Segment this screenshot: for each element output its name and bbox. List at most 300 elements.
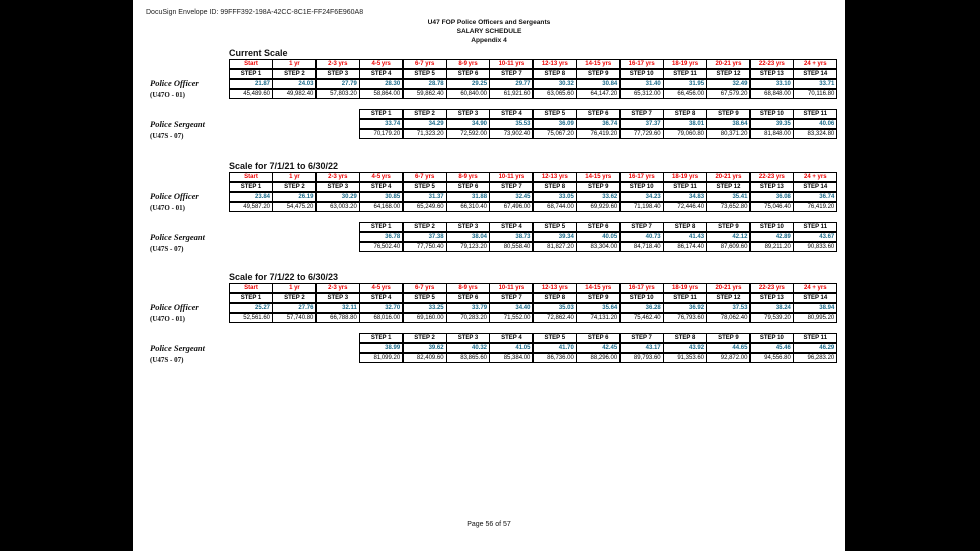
annual-salary-cell: 91,353.60: [663, 353, 707, 363]
hourly-rate-cell: 33.62: [576, 192, 620, 202]
annual-salary-cell: 71,552.00: [489, 313, 533, 323]
annual-salary-cell: 79,539.20: [750, 313, 794, 323]
hourly-rate-cell: 34.23: [620, 192, 664, 202]
hourly-rate-cell: 42.12: [706, 232, 750, 242]
step-cell: STEP 9: [706, 333, 750, 343]
years-cell: 14-15 yrs: [576, 283, 620, 293]
years-cell: 14-15 yrs: [576, 59, 620, 69]
annual-salary-cell: 64,147.20: [576, 89, 620, 99]
annual-salary-cell: 90,833.60: [793, 242, 837, 252]
document-page: [133, 0, 845, 551]
annual-salary-cell: 72,446.40: [663, 202, 707, 212]
step-cell: STEP 9: [706, 222, 750, 232]
hourly-rate-cell: 37.38: [403, 232, 447, 242]
doc-title: U47 FOP Police Officers and Sergeants: [427, 19, 551, 26]
step-cell: STEP 3: [316, 182, 360, 192]
sergeant-label: Police Sergeant: [150, 119, 206, 129]
annual-salary-cell: 77,729.60: [620, 129, 664, 139]
annual-salary-cell: 58,864.00: [359, 89, 403, 99]
officer-code: (U47O - 01): [150, 204, 185, 212]
hourly-rate-cell: 33.10: [750, 79, 794, 89]
annual-salary-cell: 52,561.60: [229, 313, 273, 323]
annual-salary-cell: 68,016.00: [359, 313, 403, 323]
years-cell: 10-11 yrs: [489, 172, 533, 182]
hourly-rate-cell: 35.41: [706, 192, 750, 202]
step-cell: STEP 4: [359, 182, 403, 192]
hourly-rate-cell: 35.03: [533, 303, 577, 313]
step-cell: STEP 10: [750, 333, 794, 343]
step-cell: STEP 7: [489, 182, 533, 192]
years-cell: 6-7 yrs: [403, 172, 447, 182]
hourly-rate-cell: 36.08: [750, 192, 794, 202]
years-cell: 1 yr: [272, 59, 316, 69]
step-cell: STEP 12: [706, 69, 750, 79]
annual-salary-cell: 81,099.20: [359, 353, 403, 363]
step-cell: STEP 4: [359, 293, 403, 303]
annual-salary-cell: 49,587.20: [229, 202, 273, 212]
hourly-rate-cell: 28.78: [403, 79, 447, 89]
years-cell: 12-13 yrs: [533, 59, 577, 69]
hourly-rate-cell: 35.64: [576, 303, 620, 313]
years-cell: 10-11 yrs: [489, 283, 533, 293]
officer-rates-row: [229, 303, 837, 313]
hourly-rate-cell: 46.29: [793, 343, 837, 353]
hourly-rate-cell: 42.89: [750, 232, 794, 242]
step-cell: STEP 14: [793, 182, 837, 192]
step-cell: STEP 5: [403, 182, 447, 192]
annual-salary-cell: 79,123.20: [446, 242, 490, 252]
annual-salary-cell: 92,872.00: [706, 353, 750, 363]
hourly-rate-cell: 32.45: [489, 192, 533, 202]
step-cell: STEP 9: [576, 182, 620, 192]
hourly-rate-cell: 36.92: [663, 303, 707, 313]
years-cell: 6-7 yrs: [403, 59, 447, 69]
annual-salary-cell: 66,456.00: [663, 89, 707, 99]
annual-salary-cell: 72,592.00: [446, 129, 490, 139]
officer-steps-row: [229, 182, 837, 192]
step-cell: STEP 6: [576, 109, 620, 119]
step-cell: STEP 12: [706, 293, 750, 303]
step-cell: STEP 9: [576, 293, 620, 303]
hourly-rate-cell: 21.87: [229, 79, 273, 89]
annual-salary-cell: 61,921.60: [489, 89, 533, 99]
hourly-rate-cell: 29.25: [446, 79, 490, 89]
hourly-rate-cell: 42.45: [576, 343, 620, 353]
sergeant-steps-row: [359, 333, 836, 343]
annual-salary-cell: 67,579.20: [706, 89, 750, 99]
hourly-rate-cell: 33.71: [793, 79, 837, 89]
officer-annual-row: [229, 202, 837, 212]
page-number: Page 56 of 57: [467, 521, 511, 528]
years-cell: 18-19 yrs: [663, 59, 707, 69]
step-cell: STEP 2: [272, 182, 316, 192]
envelope-id: DocuSign Envelope ID: 99FFF392-198A-42CC-8C1E-FF24F6E960A8: [146, 9, 364, 16]
annual-salary-cell: 73,902.40: [489, 129, 533, 139]
annual-salary-cell: 49,982.40: [272, 89, 316, 99]
years-cell: 18-19 yrs: [663, 172, 707, 182]
step-cell: STEP 10: [620, 182, 664, 192]
annual-salary-cell: 45,489.60: [229, 89, 273, 99]
step-cell: STEP 5: [533, 222, 577, 232]
years-cell: 2-3 yrs: [316, 172, 360, 182]
step-cell: STEP 2: [272, 293, 316, 303]
annual-salary-cell: 63,065.60: [533, 89, 577, 99]
annual-salary-cell: 89,793.60: [620, 353, 664, 363]
step-cell: STEP 1: [229, 69, 273, 79]
sergeant-code: (U47S - 07): [150, 356, 184, 364]
annual-salary-cell: 63,003.20: [316, 202, 360, 212]
step-cell: STEP 3: [446, 109, 490, 119]
years-cell: 18-19 yrs: [663, 283, 707, 293]
step-cell: STEP 4: [489, 333, 533, 343]
step-cell: STEP 3: [446, 222, 490, 232]
officer-label: Police Officer: [150, 78, 199, 88]
years-cell: 22-23 yrs: [750, 59, 794, 69]
annual-salary-cell: 69,160.00: [403, 313, 447, 323]
officer-label: Police Officer: [150, 302, 199, 312]
step-cell: STEP 7: [489, 293, 533, 303]
step-cell: STEP 10: [620, 69, 664, 79]
sergeant-code: (U47S - 07): [150, 132, 184, 140]
annual-salary-cell: 76,793.60: [663, 313, 707, 323]
step-cell: STEP 7: [620, 109, 664, 119]
annual-salary-cell: 89,211.20: [750, 242, 794, 252]
years-cell: 2-3 yrs: [316, 59, 360, 69]
hourly-rate-cell: 38.24: [750, 303, 794, 313]
annual-salary-cell: 68,848.00: [750, 89, 794, 99]
hourly-rate-cell: 38.73: [489, 232, 533, 242]
hourly-rate-cell: 38.64: [706, 119, 750, 129]
annual-salary-cell: 75,067.20: [533, 129, 577, 139]
step-cell: STEP 2: [272, 69, 316, 79]
years-cell: 8-9 yrs: [446, 59, 490, 69]
hourly-rate-cell: 29.77: [489, 79, 533, 89]
step-cell: STEP 6: [446, 293, 490, 303]
hourly-rate-cell: 30.84: [576, 79, 620, 89]
hourly-rate-cell: 34.83: [663, 192, 707, 202]
annual-salary-cell: 75,046.40: [750, 202, 794, 212]
hourly-rate-cell: 33.25: [403, 303, 447, 313]
step-cell: STEP 14: [793, 293, 837, 303]
hourly-rate-cell: 33.05: [533, 192, 577, 202]
step-cell: STEP 3: [316, 69, 360, 79]
annual-salary-cell: 80,558.40: [489, 242, 533, 252]
annual-salary-cell: 67,496.00: [489, 202, 533, 212]
annual-salary-cell: 57,740.80: [272, 313, 316, 323]
hourly-rate-cell: 31.37: [403, 192, 447, 202]
hourly-rate-cell: 40.32: [446, 343, 490, 353]
hourly-rate-cell: 34.29: [403, 119, 447, 129]
officer-annual-row: [229, 313, 837, 323]
officer-annual-row: [229, 89, 837, 99]
hourly-rate-cell: 40.73: [620, 232, 664, 242]
step-cell: STEP 7: [489, 69, 533, 79]
annual-salary-cell: 73,652.80: [706, 202, 750, 212]
step-cell: STEP 11: [663, 69, 707, 79]
hourly-rate-cell: 33.79: [446, 303, 490, 313]
step-cell: STEP 5: [533, 333, 577, 343]
years-cell: Start: [229, 59, 273, 69]
hourly-rate-cell: 38.99: [359, 343, 403, 353]
hourly-rate-cell: 28.30: [359, 79, 403, 89]
annual-salary-cell: 87,609.60: [706, 242, 750, 252]
hourly-rate-cell: 39.35: [750, 119, 794, 129]
hourly-rate-cell: 25.27: [229, 303, 273, 313]
section-title: Scale for 7/1/21 to 6/30/22: [229, 161, 339, 171]
years-cell: 4-5 yrs: [359, 172, 403, 182]
annual-salary-cell: 96,283.20: [793, 353, 837, 363]
hourly-rate-cell: 37.37: [620, 119, 664, 129]
years-cell: 1 yr: [272, 172, 316, 182]
sergeant-steps-row: [359, 222, 836, 232]
hourly-rate-cell: 43.17: [620, 343, 664, 353]
hourly-rate-cell: 41.05: [489, 343, 533, 353]
annual-salary-cell: 74,131.20: [576, 313, 620, 323]
step-cell: STEP 10: [750, 109, 794, 119]
annual-salary-cell: 78,062.40: [706, 313, 750, 323]
years-cell: 1 yr: [272, 283, 316, 293]
step-cell: STEP 4: [489, 222, 533, 232]
years-cell: Start: [229, 283, 273, 293]
annual-salary-cell: 86,174.40: [663, 242, 707, 252]
sergeant-annual-row: [359, 129, 836, 139]
years-cell: 8-9 yrs: [446, 283, 490, 293]
years-cell: 16-17 yrs: [620, 283, 664, 293]
step-cell: STEP 8: [663, 109, 707, 119]
annual-salary-cell: 80,371.20: [706, 129, 750, 139]
years-cell: 12-13 yrs: [533, 172, 577, 182]
hourly-rate-cell: 31.40: [620, 79, 664, 89]
step-cell: STEP 12: [706, 182, 750, 192]
step-cell: STEP 13: [750, 293, 794, 303]
hourly-rate-cell: 34.40: [489, 303, 533, 313]
hourly-rate-cell: 30.85: [359, 192, 403, 202]
step-cell: STEP 1: [229, 182, 273, 192]
step-cell: STEP 5: [403, 293, 447, 303]
step-cell: STEP 1: [359, 109, 403, 119]
sergeant-rates-row: [359, 119, 836, 129]
sergeant-label: Police Sergeant: [150, 232, 206, 242]
hourly-rate-cell: 30.29: [316, 192, 360, 202]
annual-salary-cell: 75,462.40: [620, 313, 664, 323]
step-cell: STEP 8: [533, 69, 577, 79]
annual-salary-cell: 57,803.20: [316, 89, 360, 99]
annual-salary-cell: 83,304.00: [576, 242, 620, 252]
annual-salary-cell: 79,060.80: [663, 129, 707, 139]
hourly-rate-cell: 32.70: [359, 303, 403, 313]
officer-code: (U47O - 01): [150, 315, 185, 323]
step-cell: STEP 6: [446, 182, 490, 192]
step-cell: STEP 9: [706, 109, 750, 119]
hourly-rate-cell: 35.53: [489, 119, 533, 129]
hourly-rate-cell: 36.78: [359, 232, 403, 242]
annual-salary-cell: 83,865.60: [446, 353, 490, 363]
hourly-rate-cell: 41.70: [533, 343, 577, 353]
step-cell: STEP 11: [793, 222, 837, 232]
hourly-rate-cell: 45.46: [750, 343, 794, 353]
step-cell: STEP 5: [533, 109, 577, 119]
step-cell: STEP 6: [576, 222, 620, 232]
hourly-rate-cell: 26.19: [272, 192, 316, 202]
officer-years-row: [229, 283, 837, 293]
step-cell: STEP 11: [793, 333, 837, 343]
step-cell: STEP 1: [359, 222, 403, 232]
step-cell: STEP 3: [316, 293, 360, 303]
annual-salary-cell: 64,168.00: [359, 202, 403, 212]
hourly-rate-cell: 37.53: [706, 303, 750, 313]
years-cell: 24 + yrs: [793, 59, 837, 69]
sergeant-annual-row: [359, 353, 836, 363]
annual-salary-cell: 76,419.20: [576, 129, 620, 139]
sergeant-code: (U47S - 07): [150, 245, 184, 253]
step-cell: STEP 8: [533, 293, 577, 303]
years-cell: 20-21 yrs: [706, 59, 750, 69]
years-cell: 4-5 yrs: [359, 283, 403, 293]
annual-salary-cell: 88,296.00: [576, 353, 620, 363]
annual-salary-cell: 54,475.20: [272, 202, 316, 212]
step-cell: STEP 13: [750, 182, 794, 192]
hourly-rate-cell: 27.79: [316, 79, 360, 89]
step-cell: STEP 6: [576, 333, 620, 343]
step-cell: STEP 1: [229, 293, 273, 303]
annual-salary-cell: 82,409.60: [403, 353, 447, 363]
annual-salary-cell: 83,324.80: [793, 129, 837, 139]
officer-years-row: [229, 172, 837, 182]
sergeant-label: Police Sergeant: [150, 343, 206, 353]
hourly-rate-cell: 32.49: [706, 79, 750, 89]
step-cell: STEP 6: [446, 69, 490, 79]
section-title: Current Scale: [229, 48, 288, 58]
officer-rates-row: [229, 79, 837, 89]
hourly-rate-cell: 41.43: [663, 232, 707, 242]
section-title: Scale for 7/1/22 to 6/30/23: [229, 272, 339, 282]
years-cell: 14-15 yrs: [576, 172, 620, 182]
annual-salary-cell: 76,419.20: [793, 202, 837, 212]
step-cell: STEP 5: [403, 69, 447, 79]
hourly-rate-cell: 36.28: [620, 303, 664, 313]
officer-steps-row: [229, 69, 837, 79]
hourly-rate-cell: 40.06: [793, 119, 837, 129]
hourly-rate-cell: 43.67: [793, 232, 837, 242]
annual-salary-cell: 70,116.80: [793, 89, 837, 99]
years-cell: 22-23 yrs: [750, 172, 794, 182]
years-cell: 16-17 yrs: [620, 172, 664, 182]
officer-rates-row: [229, 192, 837, 202]
step-cell: STEP 11: [663, 293, 707, 303]
hourly-rate-cell: 36.74: [576, 119, 620, 129]
hourly-rate-cell: 36.09: [533, 119, 577, 129]
annual-salary-cell: 86,736.00: [533, 353, 577, 363]
step-cell: STEP 4: [489, 109, 533, 119]
hourly-rate-cell: 43.92: [663, 343, 707, 353]
hourly-rate-cell: 23.84: [229, 192, 273, 202]
hourly-rate-cell: 31.88: [446, 192, 490, 202]
annual-salary-cell: 70,283.20: [446, 313, 490, 323]
annual-salary-cell: 81,827.20: [533, 242, 577, 252]
years-cell: 10-11 yrs: [489, 59, 533, 69]
hourly-rate-cell: 27.76: [272, 303, 316, 313]
step-cell: STEP 7: [620, 222, 664, 232]
step-cell: STEP 3: [446, 333, 490, 343]
hourly-rate-cell: 33.74: [359, 119, 403, 129]
step-cell: STEP 2: [403, 333, 447, 343]
step-cell: STEP 8: [533, 182, 577, 192]
hourly-rate-cell: 39.34: [533, 232, 577, 242]
annual-salary-cell: 70,179.20: [359, 129, 403, 139]
years-cell: 6-7 yrs: [403, 283, 447, 293]
doc-appendix: Appendix 4: [471, 37, 507, 44]
doc-subtitle: SALARY SCHEDULE: [456, 28, 522, 35]
annual-salary-cell: 59,862.40: [403, 89, 447, 99]
hourly-rate-cell: 38.04: [446, 232, 490, 242]
step-cell: STEP 11: [793, 109, 837, 119]
hourly-rate-cell: 44.65: [706, 343, 750, 353]
officer-years-row: [229, 59, 837, 69]
step-cell: STEP 8: [663, 222, 707, 232]
annual-salary-cell: 65,249.60: [403, 202, 447, 212]
sergeant-rates-row: [359, 343, 836, 353]
annual-salary-cell: 65,312.00: [620, 89, 664, 99]
step-cell: STEP 1: [359, 333, 403, 343]
years-cell: 4-5 yrs: [359, 59, 403, 69]
step-cell: STEP 7: [620, 333, 664, 343]
step-cell: STEP 14: [793, 69, 837, 79]
annual-salary-cell: 72,862.40: [533, 313, 577, 323]
hourly-rate-cell: 38.94: [793, 303, 837, 313]
step-cell: STEP 4: [359, 69, 403, 79]
hourly-rate-cell: 32.11: [316, 303, 360, 313]
annual-salary-cell: 71,323.20: [403, 129, 447, 139]
hourly-rate-cell: 30.32: [533, 79, 577, 89]
hourly-rate-cell: 34.90: [446, 119, 490, 129]
annual-salary-cell: 66,310.40: [446, 202, 490, 212]
annual-salary-cell: 60,840.00: [446, 89, 490, 99]
annual-salary-cell: 84,718.40: [620, 242, 664, 252]
annual-salary-cell: 85,384.00: [489, 353, 533, 363]
years-cell: 12-13 yrs: [533, 283, 577, 293]
step-cell: STEP 10: [750, 222, 794, 232]
annual-salary-cell: 80,995.20: [793, 313, 837, 323]
hourly-rate-cell: 24.03: [272, 79, 316, 89]
years-cell: 8-9 yrs: [446, 172, 490, 182]
annual-salary-cell: 94,556.80: [750, 353, 794, 363]
annual-salary-cell: 69,929.60: [576, 202, 620, 212]
step-cell: STEP 10: [620, 293, 664, 303]
years-cell: 24 + yrs: [793, 172, 837, 182]
hourly-rate-cell: 39.62: [403, 343, 447, 353]
hourly-rate-cell: 38.01: [663, 119, 707, 129]
officer-code: (U47O - 01): [150, 91, 185, 99]
officer-steps-row: [229, 293, 837, 303]
years-cell: 22-23 yrs: [750, 283, 794, 293]
step-cell: STEP 2: [403, 222, 447, 232]
years-cell: 16-17 yrs: [620, 59, 664, 69]
years-cell: Start: [229, 172, 273, 182]
sergeant-steps-row: [359, 109, 836, 119]
annual-salary-cell: 81,848.00: [750, 129, 794, 139]
annual-salary-cell: 68,744.00: [533, 202, 577, 212]
sergeant-annual-row: [359, 242, 836, 252]
annual-salary-cell: 71,198.40: [620, 202, 664, 212]
step-cell: STEP 11: [663, 182, 707, 192]
sergeant-rates-row: [359, 232, 836, 242]
officer-label: Police Officer: [150, 191, 199, 201]
years-cell: 20-21 yrs: [706, 172, 750, 182]
years-cell: 20-21 yrs: [706, 283, 750, 293]
annual-salary-cell: 66,788.80: [316, 313, 360, 323]
annual-salary-cell: 77,750.40: [403, 242, 447, 252]
hourly-rate-cell: 31.95: [663, 79, 707, 89]
